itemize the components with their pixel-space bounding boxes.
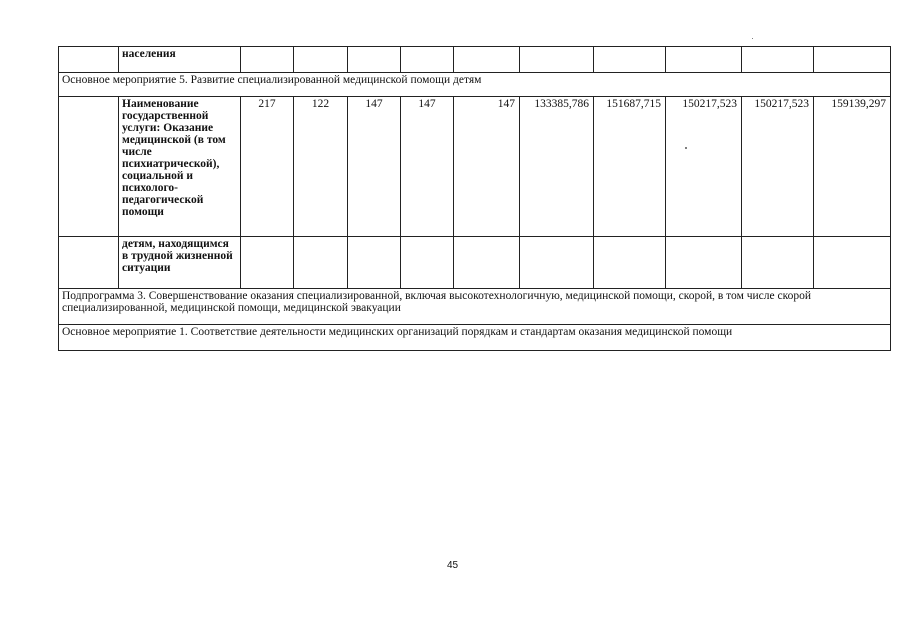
table-cell [241, 47, 294, 73]
table-cell [59, 237, 119, 289]
table-cell [666, 237, 742, 289]
table-cell [666, 47, 742, 73]
measure-1-heading: Основное мероприятие 1. Соответствие деятельности медицинских организаций порядкам и стандартам оказания медицинской помощи [59, 325, 891, 351]
service-value-2: 122 [294, 97, 348, 237]
table-cell [401, 237, 454, 289]
table-cell [594, 47, 666, 73]
service-label: Наименование государственной услуги: Оказание медицинской (в том числе психиатрической), социальной и психолого-педагогической помощи [119, 97, 241, 237]
table-row-measure-1 [59, 325, 891, 351]
service-value-7: 151687,715 [594, 97, 666, 237]
table-cell [520, 47, 594, 73]
table-row-population [59, 47, 891, 73]
scan-speck [752, 38, 753, 39]
table-cell [348, 237, 401, 289]
table-cell [294, 47, 348, 73]
table-cell [520, 237, 594, 289]
table-cell [454, 47, 520, 73]
table-cell [401, 47, 454, 73]
measure-5-heading: Основное мероприятие 5. Развитие специализированной медицинской помощи детям [59, 73, 891, 97]
scan-speck [685, 147, 687, 149]
table-cell [294, 237, 348, 289]
service-value-10: 159139,297 [814, 97, 891, 237]
table-cell [742, 237, 814, 289]
subprogram-3-heading: Подпрограмма 3. Совершенствование оказания специализированной, включая высокотехнологичную, медицинской помощи, скорой, в том числе скорой специализированной, медицинской помощи, медицинской эвакуации [59, 289, 891, 325]
service-value-6: 133385,786 [520, 97, 594, 237]
table-row-service [59, 97, 891, 237]
table-row-children [59, 237, 891, 289]
table-cell [594, 237, 666, 289]
table-row-subprogram-3 [59, 289, 891, 325]
page-number: 45 [446, 560, 459, 571]
table-row-measure-5 [59, 73, 891, 97]
service-value-5: 147 [454, 97, 520, 237]
table-cell [241, 237, 294, 289]
service-value-9: 150217,523 [742, 97, 814, 237]
program-table [58, 46, 891, 351]
service-value-3: 147 [348, 97, 401, 237]
service-value-1: 217 [241, 97, 294, 237]
service-value-4: 147 [401, 97, 454, 237]
population-label: населения [119, 47, 241, 73]
table-cell [814, 47, 891, 73]
table-cell [59, 47, 119, 73]
table-cell [742, 47, 814, 73]
table-cell [59, 97, 119, 237]
children-label: детям, находящимся в трудной жизненной ситуации [119, 237, 241, 289]
table-cell [348, 47, 401, 73]
service-value-8: 150217,523 [666, 97, 742, 237]
table-cell [454, 237, 520, 289]
table-cell [814, 237, 891, 289]
